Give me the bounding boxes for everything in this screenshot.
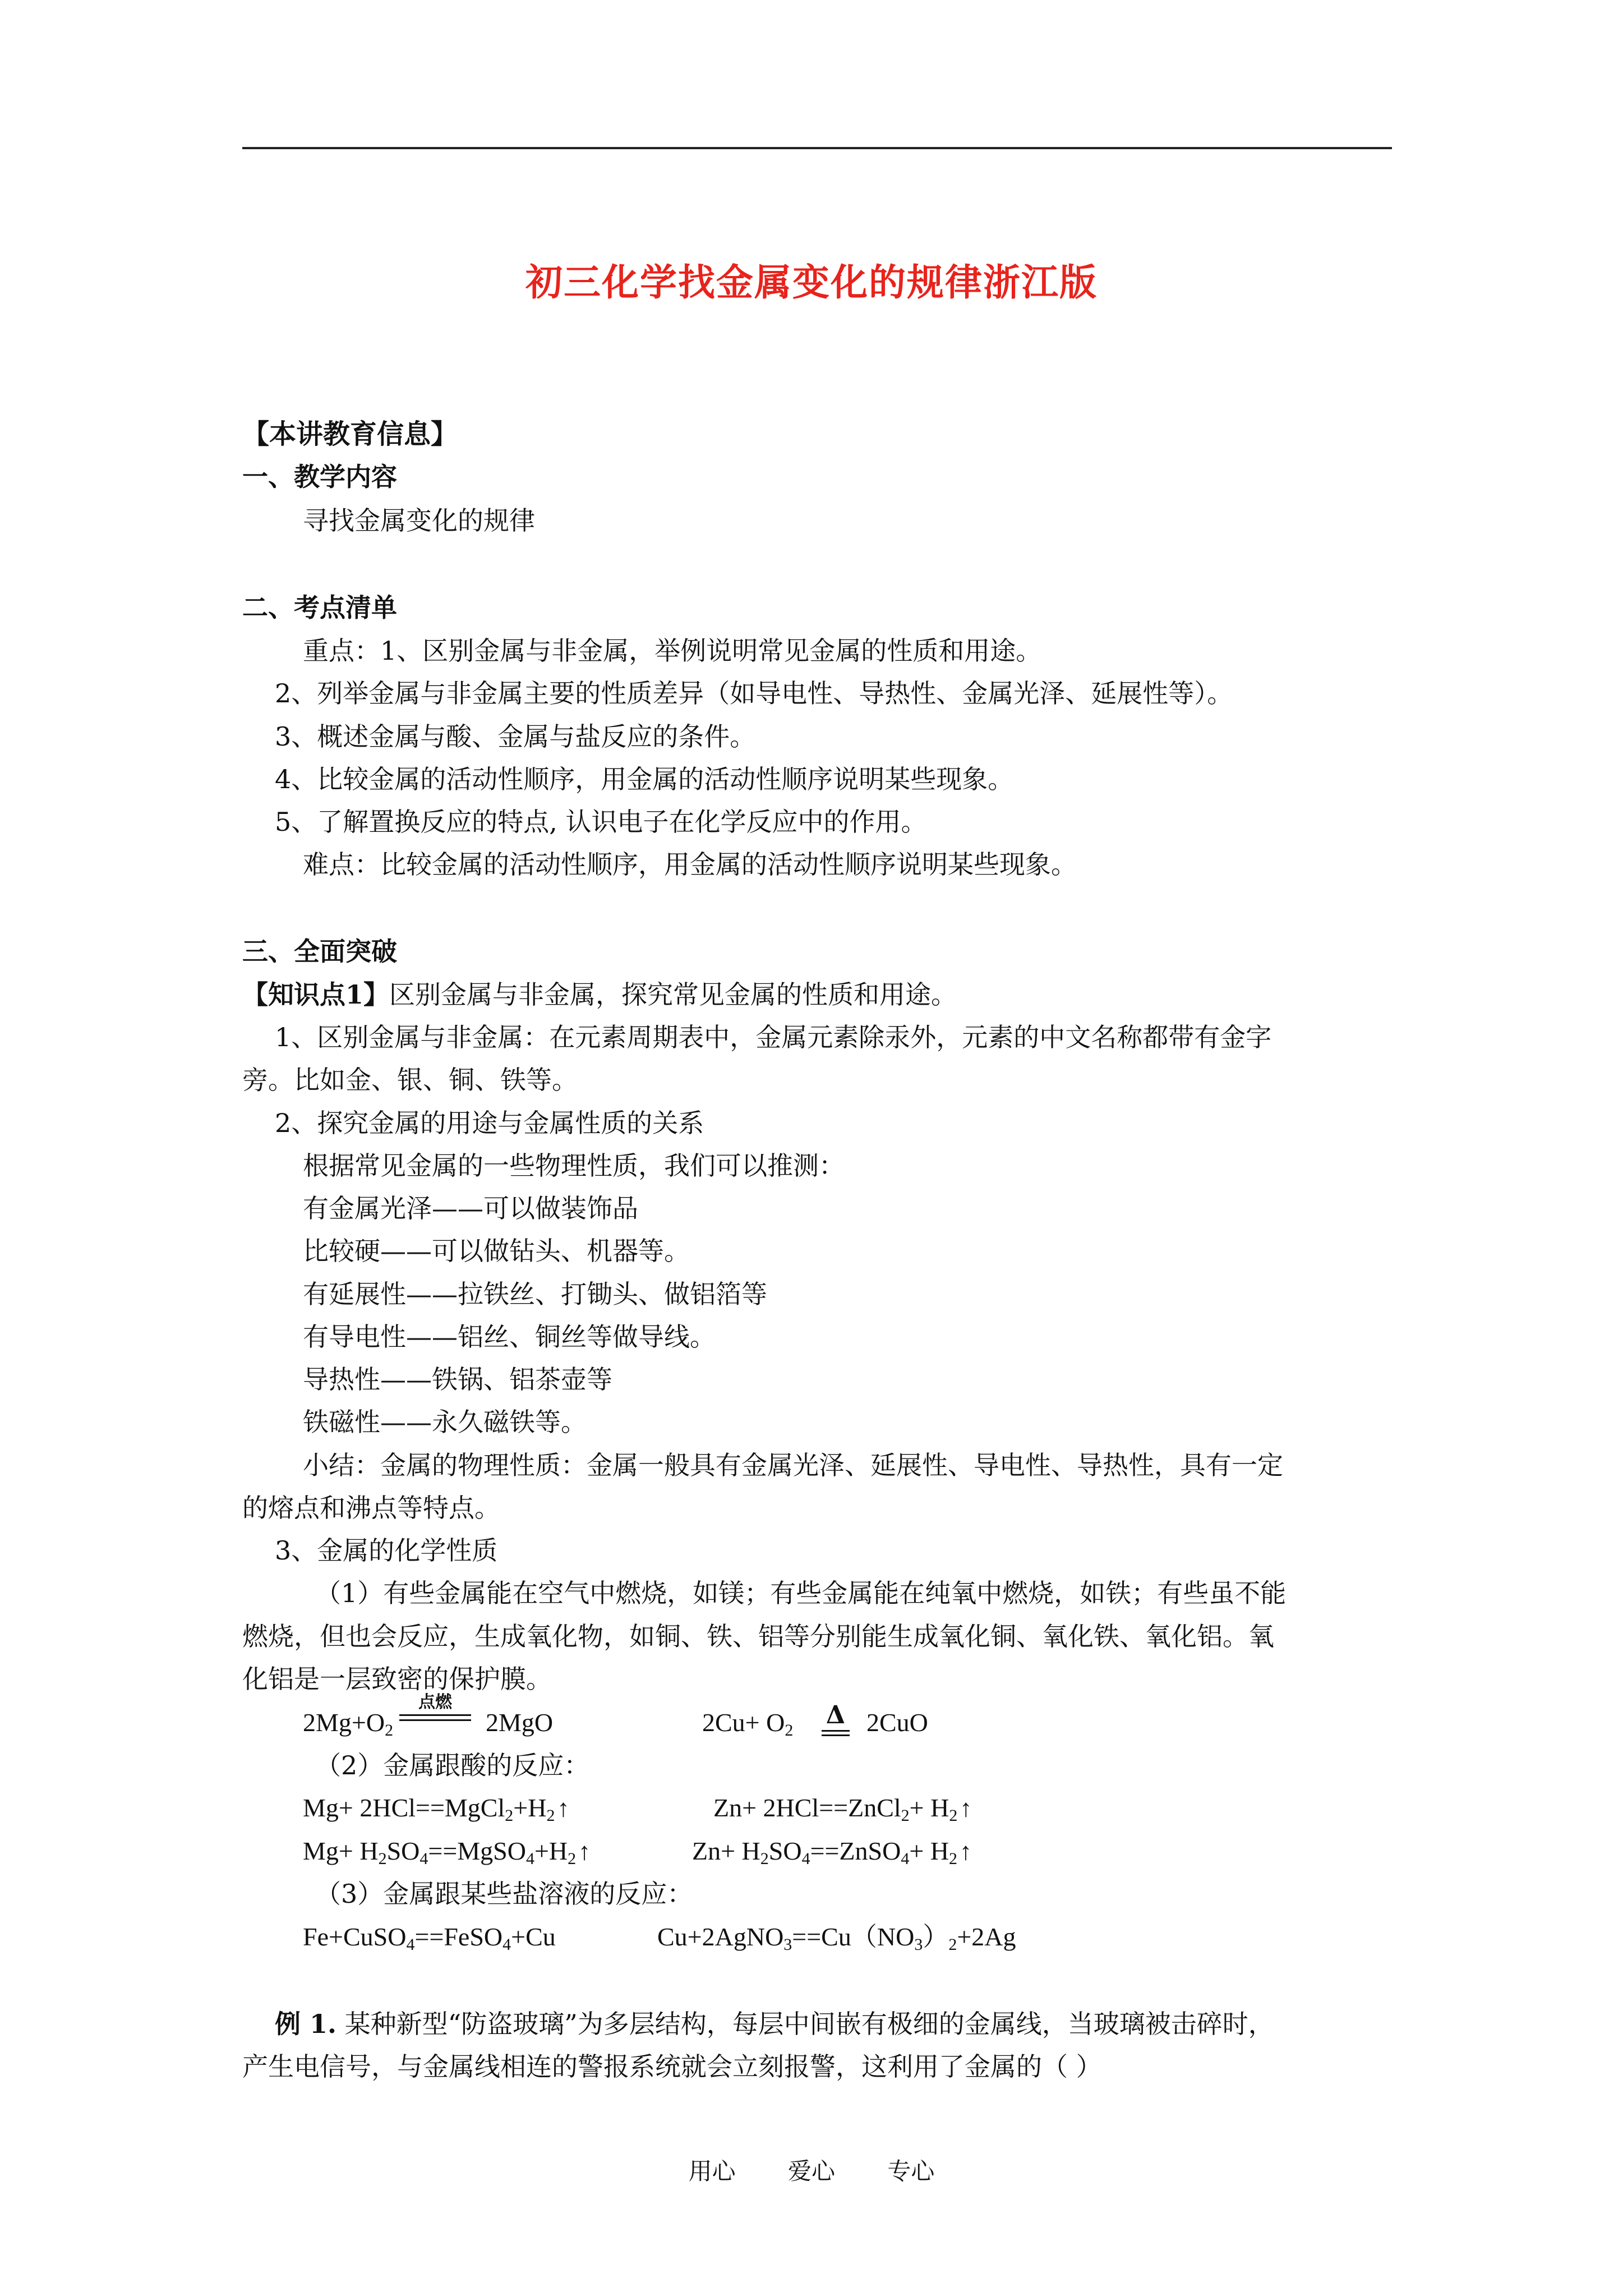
p2-intro: 根据常见金属的一些物理性质，我们可以推测： <box>303 1151 845 1181</box>
p2-item: 有金属光泽——可以做装饰品 <box>303 1193 638 1223</box>
p2-item: 有导电性——铝丝、铜丝等做导线。 <box>303 1322 716 1352</box>
p1-line1: 1、区别金属与非金属：在元素周期表中，金属元素除汞外，元素的中文名称都带有金字 <box>275 1022 1272 1052</box>
equation-zn-hcl: Zn+ 2HCl==ZnCl$_2$+ $H_2↑$ <box>713 1793 972 1825</box>
sec2-item: 2、列举金属与非金属主要的性质差异（如导电性、导热性、金属光泽、延展性等）。 <box>275 678 1233 708</box>
sec2-item: 4、比较金属的活动性顺序，用金属的活动性顺序说明某些现象。 <box>275 764 1014 794</box>
equation-mg-o2: $2Mg+O_2$ <box>303 1708 394 1740</box>
p1-line2: 旁。比如金、银、铜、铁等。 <box>242 1065 578 1095</box>
p3-1-line2: 燃烧，但也会反应，生成氧化物，如铜、铁、铝等分别能生成氧化铜、氧化铁、氧化铝。氧 <box>242 1621 1274 1651</box>
equation-cu-agno3: $Cu+2AgNO_3==Cu(NO_3)_2+2Ag$ <box>657 1922 1016 1954</box>
sec2-item: 5、了解置换反应的特点, 认识电子在化学反应中的作用。 <box>275 807 927 837</box>
sec1-content: 寻找金属变化的规律 <box>303 505 535 536</box>
p3-2: （2）金属跟酸的反应： <box>315 1750 590 1780</box>
footer-item: 爱心 <box>787 2157 835 2185</box>
condition-ignite <box>399 1694 471 1721</box>
page-footer <box>0 2153 1623 2187</box>
kp1-line <box>242 979 957 1010</box>
equation-cu-o2: $2Cu+ O_2$ <box>702 1708 794 1740</box>
summary-line2: 的熔点和沸点等特点。 <box>242 1493 500 1523</box>
condition-heat-label: Δ <box>826 1701 846 1729</box>
footer-item: 专心 <box>887 2157 935 2185</box>
kp1-label: 【知识点1】 <box>242 979 390 1010</box>
example-label: 例 1. <box>275 2009 337 2039</box>
example-line2: 产生电信号，与金属线相连的警报系统就会立刻报警，这利用了金属的（ ） <box>242 2051 1102 2082</box>
equation-mg-hcl: $Mg+ 2HCl==MgCl_2+H_2↑$ <box>303 1793 570 1825</box>
example-line1 <box>275 2011 1274 2037</box>
p3-1-line1: （1）有些金属能在空气中燃烧，如镁；有些金属能在纯氧中燃烧，如铁；有些虽不能 <box>315 1578 1287 1608</box>
sec2-item: 重点：1、区别金属与非金属，举例说明常见金属的性质和用途。 <box>303 636 1042 666</box>
info-header: 【本讲教育信息】 <box>242 418 458 450</box>
condition-heat <box>822 1703 850 1736</box>
p3-1-line3: 化铝是一层致密的保护膜。 <box>242 1664 552 1694</box>
condition-ignite-label: 点燃 <box>418 1692 452 1712</box>
equation-mg-h2so4: $Mg+ H_2SO_4==MgSO_4+H_2↑$ <box>303 1837 591 1868</box>
p2-item: 比较硬——可以做钻头、机器等。 <box>303 1236 690 1266</box>
equation-cuo: 2CuO <box>866 1708 928 1737</box>
sec2-item: 难点：比较金属的活动性顺序，用金属的活动性顺序说明某些现象。 <box>303 849 1077 880</box>
sec3-heading: 三、全面突破 <box>242 936 397 967</box>
sec2-item: 3、概述金属与酸、金属与盐反应的条件。 <box>275 721 756 752</box>
header-rule <box>242 147 1392 149</box>
equation-zn-h2so4: $Zn+ H_2SO_4==ZnSO_4+$ $H_2↑$ <box>692 1837 972 1868</box>
p3-3: （3）金属跟某些盐溶液的反应： <box>315 1879 693 1909</box>
example-text: 某种新型“防盗玻璃”为多层结构，每层中间嵌有极细的金属线，当玻璃被击碎时， <box>344 2009 1274 2039</box>
p3-heading: 3、金属的化学性质 <box>275 1535 498 1566</box>
p2-item: 导热性——铁锅、铝茶壶等 <box>303 1364 612 1395</box>
kp1-text: 区别金属与非金属，探究常见金属的性质和用途。 <box>389 979 957 1010</box>
summary-line1: 小结：金属的物理性质：金属一般具有金属光泽、延展性、导电性、导热性，具有一定 <box>303 1450 1283 1480</box>
p2-heading: 2、探究金属的用途与金属性质的关系 <box>275 1108 704 1138</box>
sec1-heading: 一、教学内容 <box>242 462 397 492</box>
equation-fe-cuso4: Fe+CuSO$_4$==FeSO$_4$+Cu <box>303 1922 556 1954</box>
sec2-heading: 二、考点清单 <box>242 592 397 623</box>
footer-item: 用心 <box>688 2157 736 2185</box>
equation-mgo: 2MgO <box>486 1708 554 1737</box>
p2-item: 铁磁性——永久磁铁等。 <box>303 1407 587 1437</box>
page-title: 初三化学找金属变化的规律浙江版 <box>525 260 1098 304</box>
p2-item: 有延展性——拉铁丝、打锄头、做铝箔等 <box>303 1279 767 1309</box>
